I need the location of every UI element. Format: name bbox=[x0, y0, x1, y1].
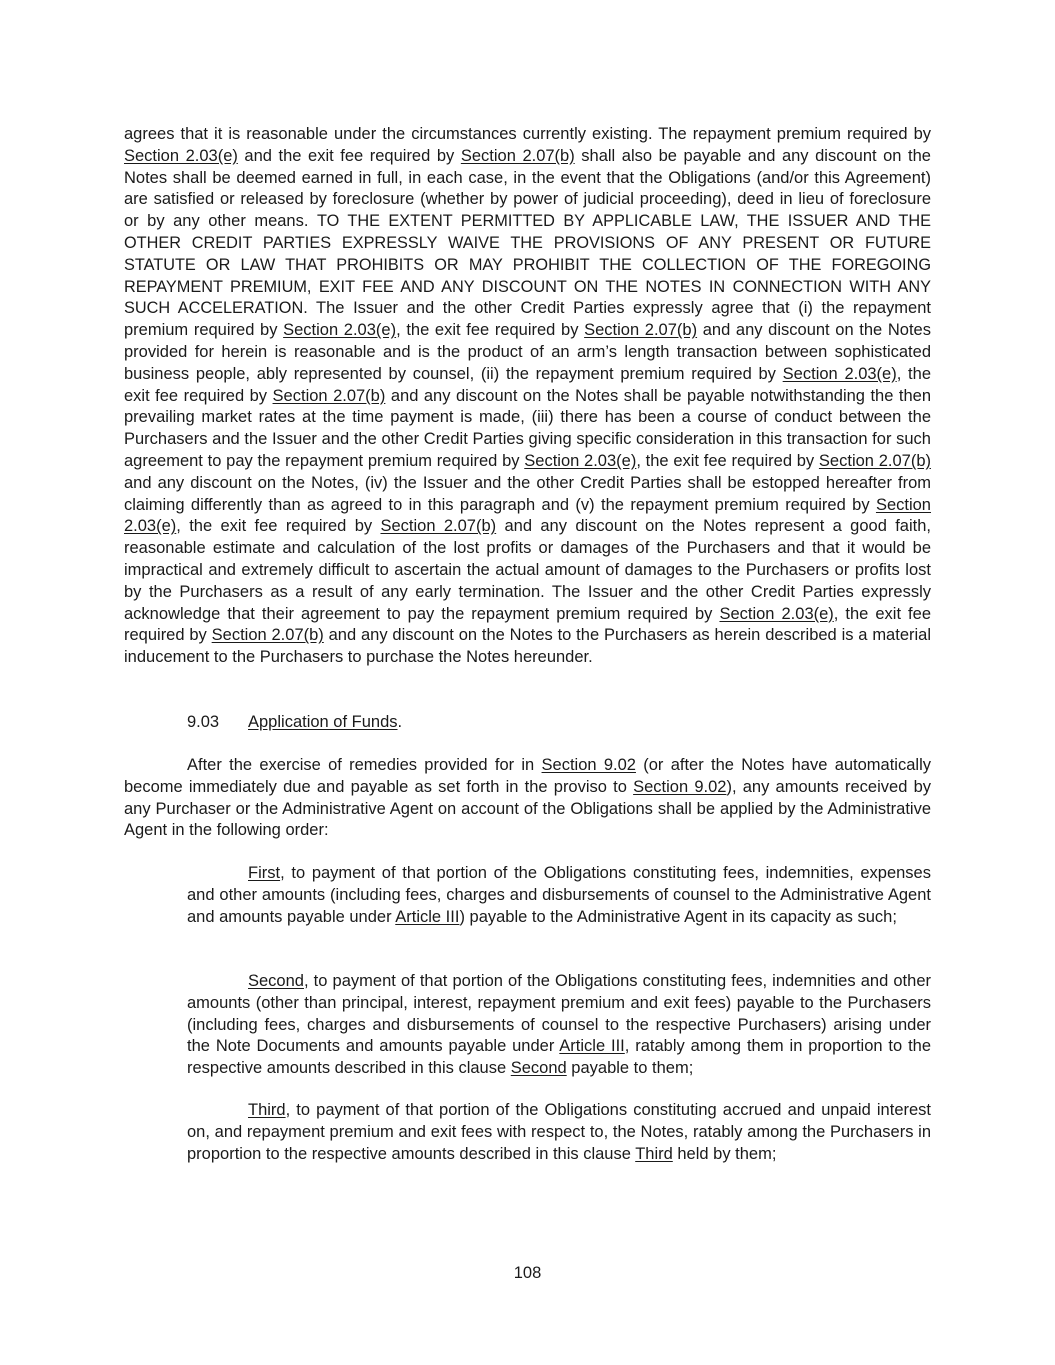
text: ) payable to the Administrative Agent in its capacity as such; bbox=[459, 907, 897, 926]
section-reference: Section 2.03(e) bbox=[124, 146, 238, 165]
text: , to payment of that portion of the Obligations constituting fees, indemnities and other amounts (other than principal, interest, repayment premium and exit fees) payable to the Purchasers (including fees, charges and disbursements of counsel to the respective Purchasers) arising under the Note Documents and amounts payable under bbox=[187, 972, 931, 1056]
text: The Issuer and the other Credit Parties expressly agree that (i) the repayment premium required by bbox=[124, 299, 931, 340]
paragraph-repayment-premium bbox=[124, 124, 931, 669]
clause-reference: Third bbox=[635, 1144, 673, 1163]
article-reference: Article III bbox=[559, 1037, 625, 1056]
section-reference: Section 2.03(e) bbox=[719, 604, 834, 623]
section-heading bbox=[187, 712, 402, 734]
text: , the exit fee required by bbox=[396, 321, 585, 340]
section-reference: Section 2.07(b) bbox=[380, 517, 497, 536]
text: , the exit fee required by bbox=[124, 364, 931, 405]
text: , to payment of that portion of the Obligations constituting accrued and unpaid interest on, and repayment premium and exit fees with respect to, the Notes, ratably among the Purchasers in proportion to the respective amounts described in this clause bbox=[187, 1101, 931, 1163]
text: (or after the Notes have automatically become immediately due and payable as set forth in the proviso to bbox=[124, 756, 931, 796]
paragraph-application-order bbox=[124, 755, 931, 842]
heading-period: . bbox=[397, 713, 403, 731]
section-reference: Section 9.02 bbox=[633, 777, 727, 796]
section-reference: Section 2.07(b) bbox=[584, 321, 698, 340]
text: After the exercise of remedies provided for in bbox=[187, 756, 542, 774]
clause-label: Third bbox=[248, 1101, 286, 1119]
text: and any discount on the Notes represent a good faith, reasonable estimate and calculation of the lost profits or damages of the Purchasers and that it would be impractical and extremely difficult to ascertain the actual amount of damages to the Purchasers or profits lost by the Purchasers as a result of any early termination. The Issuer and the other Credit Parties expressly acknowledge that their agreement to pay the repayment premium required by bbox=[124, 517, 931, 623]
waiver-caps-text: TO THE EXTENT PERMITTED BY APPLICABLE LAW, THE ISSUER AND THE OTHER CREDIT PARTIES EXPRESSLY WAIVE THE PROVISIONS OF ANY PRESENT OR FUTURE STATUTE OR LAW THAT PROHIBITS OR MAY PROHIBIT THE COLLECTION OF THE FOREGOING REPAYMENT PREMIUM, EXIT FEE AND ANY DISCOUNT ON THE NOTES IN CONNECTION WITH ANY SUCH ACCELERATION. bbox=[124, 212, 931, 318]
text: shall also be payable and any discount on the Notes shall be deemed earned in full, in each case, in the event that the Obligations (and/or this Agreement) are satisfied or released by foreclosure (whether by power of judicial proceeding), deed in lieu of foreclosure or by any other means. bbox=[124, 146, 931, 231]
section-reference: Section 2.03(e) bbox=[124, 495, 931, 536]
section-number: 9.03 bbox=[187, 713, 220, 731]
text: held by them; bbox=[672, 1144, 777, 1163]
section-reference: Section 9.02 bbox=[541, 756, 636, 774]
text: and any discount on the Notes shall be payable notwithstanding the then prevailing market rates at the time payment is made, (iii) there has been a course of conduct between the Purchasers and the Issuer and the other Credit Parties giving specific consideration in this transaction for such agreement to pay the repayment premium required by bbox=[124, 386, 932, 470]
text: and any discount on the Notes, (iv) the Issuer and the other Credit Parties shall be estopped hereafter from claiming differently than as agreed to in this paragraph and (v) the repayment premium required by bbox=[124, 473, 931, 514]
clause-label: First bbox=[248, 864, 281, 882]
text: , ratably among them in proportion to the respective amounts described in this clause bbox=[187, 1037, 932, 1078]
clause-first bbox=[187, 863, 931, 928]
text: , to payment of that portion of the Obligations constituting fees, indemnities, expenses and other amounts (including fees, charges and disbursements of counsel to the Administrative Agent and amounts payable under bbox=[187, 864, 931, 926]
page-number: 108 bbox=[513, 1264, 542, 1282]
text: , the exit fee required by bbox=[636, 451, 819, 470]
text: and the exit fee required by bbox=[237, 146, 461, 165]
text: payable to them; bbox=[566, 1059, 694, 1078]
text: agrees that it is reasonable under the circumstances currently existing. The repayment premium required by bbox=[124, 125, 931, 143]
section-reference: Section 2.03(e) bbox=[524, 451, 637, 470]
text: and any discount on the Notes to the Purchasers as herein described is a material inducement to the Purchasers to purchase the Notes hereunder. bbox=[124, 626, 932, 667]
text: , the exit fee required by bbox=[176, 517, 381, 536]
section-reference: Section 2.07(b) bbox=[460, 146, 575, 165]
section-reference: Section 2.03(e) bbox=[782, 364, 897, 383]
text: ), any amounts received by any Purchaser or the Administrative Agent on account of the Obligations shall be applied by the Administrative Agent in the following order: bbox=[124, 777, 931, 840]
section-title: Application of Funds bbox=[248, 713, 398, 731]
section-reference: Section 2.03(e) bbox=[283, 321, 397, 340]
text: , the exit fee required by bbox=[124, 604, 931, 645]
section-reference: Section 2.07(b) bbox=[272, 386, 386, 405]
clause-second bbox=[187, 971, 931, 1080]
clause-label: Second bbox=[248, 972, 304, 990]
clause-reference: Second bbox=[510, 1059, 567, 1078]
article-reference: Article III bbox=[395, 907, 460, 926]
section-reference: Section 2.07(b) bbox=[818, 451, 931, 470]
section-reference: Section 2.07(b) bbox=[211, 626, 324, 645]
clause-third bbox=[187, 1100, 931, 1165]
text: and any discount on the Notes provided for herein is reasonable and is the product of an arm’s length transaction between sophisticated business people, ably represented by counsel, (ii) the repayment premium required by bbox=[124, 321, 931, 383]
